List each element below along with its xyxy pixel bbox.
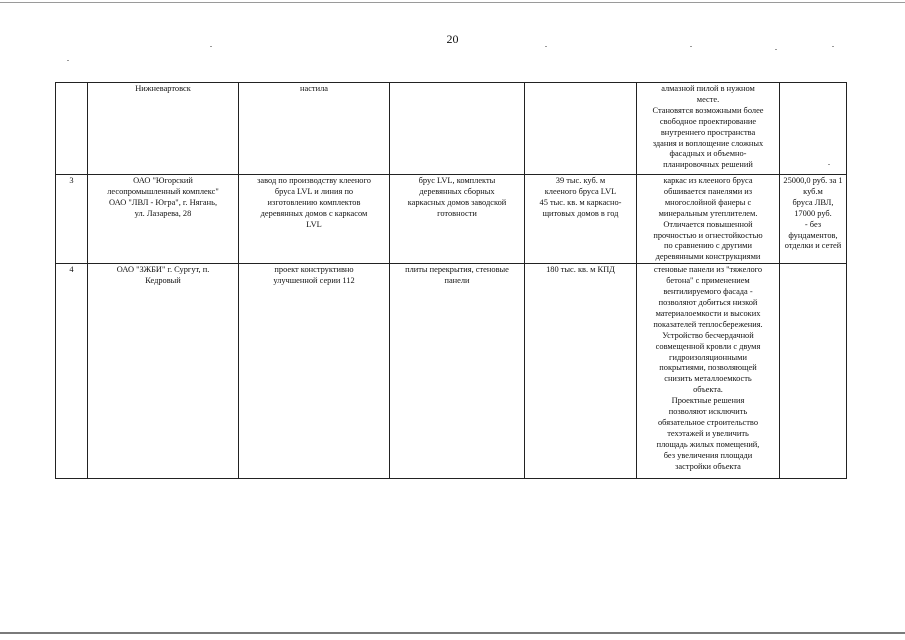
production-cell: проект конструктивно улучшенной серии 112	[239, 264, 390, 479]
scan-top-edge	[0, 2, 905, 3]
organization-cell: Нижневартовск	[88, 83, 239, 175]
row-number-cell: 4	[56, 264, 88, 479]
production-cell: настила	[239, 83, 390, 175]
scan-speck	[210, 46, 212, 47]
organization-cell: ОАО "Югорский лесопромышленный комплекс" ОАО "ЛВЛ - Югра", г. Нягань, ул. Лазарева, 28	[88, 175, 239, 264]
features-cell: алмазной пилой в нужном месте. Становятся возможными более свободное проектирование внутреннего пространства здания и воплощение сложных фасадных и объемно- планировочных решений	[637, 83, 780, 175]
capacity-cell	[525, 83, 637, 175]
page-number: 20	[446, 32, 459, 46]
scan-bottom-edge	[0, 632, 905, 634]
cost-cell	[780, 264, 847, 479]
scan-speck	[690, 46, 692, 47]
capacity-cell: 180 тыс. кв. м КПД	[525, 264, 637, 479]
scan-speck	[775, 49, 777, 50]
scan-speck	[832, 46, 834, 47]
cost-cell	[780, 83, 847, 175]
products-cell	[390, 83, 525, 175]
row-number-cell: 3	[56, 175, 88, 264]
table-row	[56, 83, 847, 175]
products-cell: брус LVL, комплекты деревянных сборных каркасных домов заводской готовности	[390, 175, 525, 264]
row-number-cell	[56, 83, 88, 175]
scan-speck	[67, 60, 69, 61]
organization-cell: ОАО "ЗЖБИ" г. Сургут, п. Кедровый	[88, 264, 239, 479]
production-cell: завод по производству клееного бруса LVL и линия по изготовлению комплектов деревянных домов с каркасом LVL	[239, 175, 390, 264]
table-row	[56, 175, 847, 264]
capacity-cell: 39 тыс. куб. м клееного бруса LVL 45 тыс. кв. м каркасно- щитовых домов в год	[525, 175, 637, 264]
features-cell: каркас из клееного бруса обшивается панелями из многослойной фанеры с минеральным утеплителем. Отличается повышенной прочностью и огнестойкостью по сравнению с другими деревянными конструкциями	[637, 175, 780, 264]
features-cell: стеновые панели из "тяжелого бетона" с применением вентилируемого фасада - позволяют добиться низкой материалоемкости и высоких показателей теплосбережения. Устройство бесчердачной совмещенной кровли с двумя гидроизоляционными покрытиями, позволяющей снизить металлоемкость объекта. Проектные решения позволяют исключить обязательное строительство техэтажей и увеличить площадь жилых помещений, без увеличения площади застройки объекта	[637, 264, 780, 479]
scan-speck	[545, 46, 547, 47]
table-row	[56, 264, 847, 479]
cost-cell: 25000,0 руб. за 1 куб.м бруса ЛВЛ, 17000 руб. - без фундаментов, отделки и сетей	[780, 175, 847, 264]
organizations-table	[55, 82, 847, 479]
products-cell: плиты перекрытия, стеновые панели	[390, 264, 525, 479]
